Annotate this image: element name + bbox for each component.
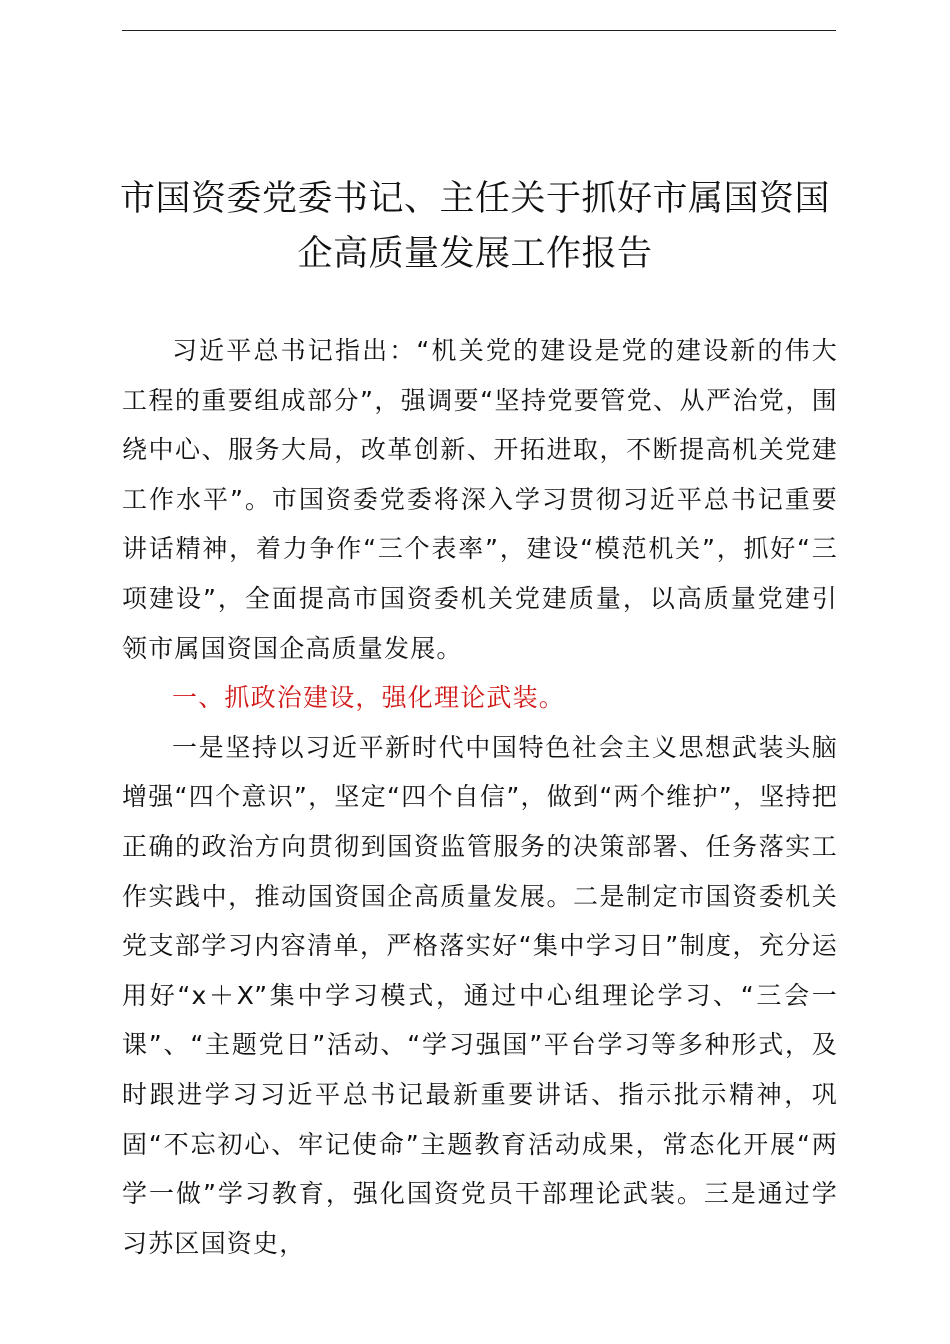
title-line-1: 市国资委党委书记、主任关于抓好市属国资国: [119, 179, 830, 219]
title-line-2: 企高质量发展工作报告: [297, 234, 653, 274]
document-title: [100, 172, 850, 282]
document-body: [122, 326, 838, 1268]
paragraph-intro: 习近平总书记指出：“机关党的建设是党的建设新的伟大工程的重要组成部分”，强调要“坚持党要管党、从严治党，围绕中心、服务大局，改革创新、开拓进取，不断提高机关党建工作水平”。市国资委党委将深入学习贯彻习近平总书记重要讲话精神，着力争作“三个表率”，建设“模范机关”，抓好“三项建设”，全面提高市国资委机关党建质量，以高质量党建引领市属国资国企高质量发展。: [122, 336, 838, 663]
header-rule: [122, 30, 836, 31]
paragraph-section-1: 一是坚持以习近平新时代中国特色社会主义思想武装头脑增强“四个意识”，坚定“四个自信”，做到“两个维护”，坚持把正确的政治方向贯彻到国资监管服务的决策部署、任务落实工作实践中，推动国资国企高质量发展。二是制定市国资委机关党支部学习内容清单，严格落实好“集中学习日”制度，充分运用好“x＋X”集中学习模式，通过中心组理论学习、“三会一课”、“主题党日”活动、“学习强国”平台学习等多种形式，及时跟进学习习近平总书记最新重要讲话、指示批示精神，巩固“不忘初心、牢记使命”主题教育活动成果，常态化开展“两学一做”学习教育，强化国资党员干部理论武装。三是通过学习苏区国资史，: [122, 732, 838, 1258]
section-heading-1: 一、抓政治建设，强化理论武装。: [172, 683, 566, 713]
